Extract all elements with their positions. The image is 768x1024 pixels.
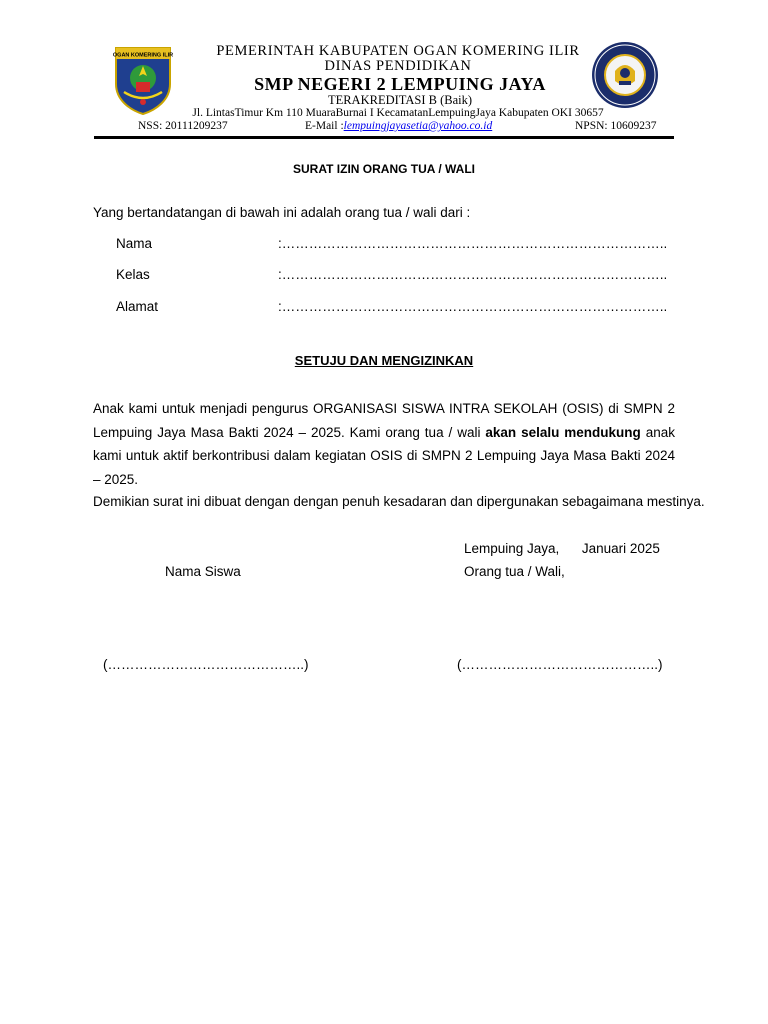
intro-text: Yang bertandatangan di bawah ini adalah orang tua / wali dari :: [93, 205, 471, 220]
npsn-number: NPSN: 10609237: [575, 120, 657, 132]
email-row: [305, 120, 492, 132]
field-label-alamat: Alamat: [116, 299, 159, 314]
field-label-kelas: Kelas: [116, 267, 150, 282]
letter-title: SURAT IZIN ORANG TUA / WALI: [293, 162, 475, 176]
paragraph-bold-text: akan selalu mendukung: [485, 424, 641, 440]
school-address: Jl. LintasTimur Km 110 MuaraBurnai I KecamatanLempuingJaya Kabupaten OKI 30657: [192, 107, 604, 119]
field-value-nama: :…………………………………………………………………………..: [278, 236, 668, 251]
consent-paragraph: [93, 397, 675, 491]
svg-text:OGAN KOMERING ILIR: OGAN KOMERING ILIR: [112, 52, 174, 59]
letterhead-divider: [94, 136, 674, 139]
email-link[interactable]: lempuingjayasetia@yahoo.co.id: [343, 120, 493, 132]
student-label: Nama Siswa: [165, 564, 241, 579]
field-value-kelas: :…………………………………………………………………………..: [278, 267, 668, 282]
parent-signature-line: (……………………………………..): [457, 657, 663, 672]
accreditation: TERAKREDITASI B (Baik): [327, 93, 473, 107]
government-name: PEMERINTAH KABUPATEN OGAN KOMERING ILIR: [216, 43, 580, 59]
agree-heading: SETUJU DAN MENGIZINKAN: [294, 353, 474, 368]
nss-number: NSS: 20111209237: [138, 120, 228, 132]
parent-label: Orang tua / Wali,: [464, 564, 565, 579]
field-value-alamat: :…………………………………………………………………………..: [278, 299, 668, 314]
agency-name: DINAS PENDIDIKAN: [324, 58, 472, 74]
place-date: Lempuing Jaya, Januari 2025: [464, 541, 660, 556]
field-label-nama: Nama: [116, 236, 153, 251]
student-signature-line: (……………………………………..): [103, 657, 309, 672]
email-label: E-Mail :: [305, 120, 344, 132]
school-name: SMP NEGERI 2 LEMPUING JAYA: [254, 74, 546, 94]
closing-text: Demikian surat ini dibuat dengan dengan penuh kesadaran dan dipergunakan sebagaimana mestinya.: [93, 494, 705, 509]
paragraph-text-1: Anak kami untuk menjadi pengurus ORGANISASI SISWA INTRA SEKOLAH (OSIS) di SMPN 2 Lempuing Jaya Masa Bakti 2024 – 2025. Kami orang tua / wali: [93, 401, 675, 440]
paragraph-text-2: anak kami untuk aktif berkontribusi dalam kegiatan OSIS di SMPN 2 Lempuing Jaya Masa Bakti 2024 – 2025.: [93, 424, 675, 487]
